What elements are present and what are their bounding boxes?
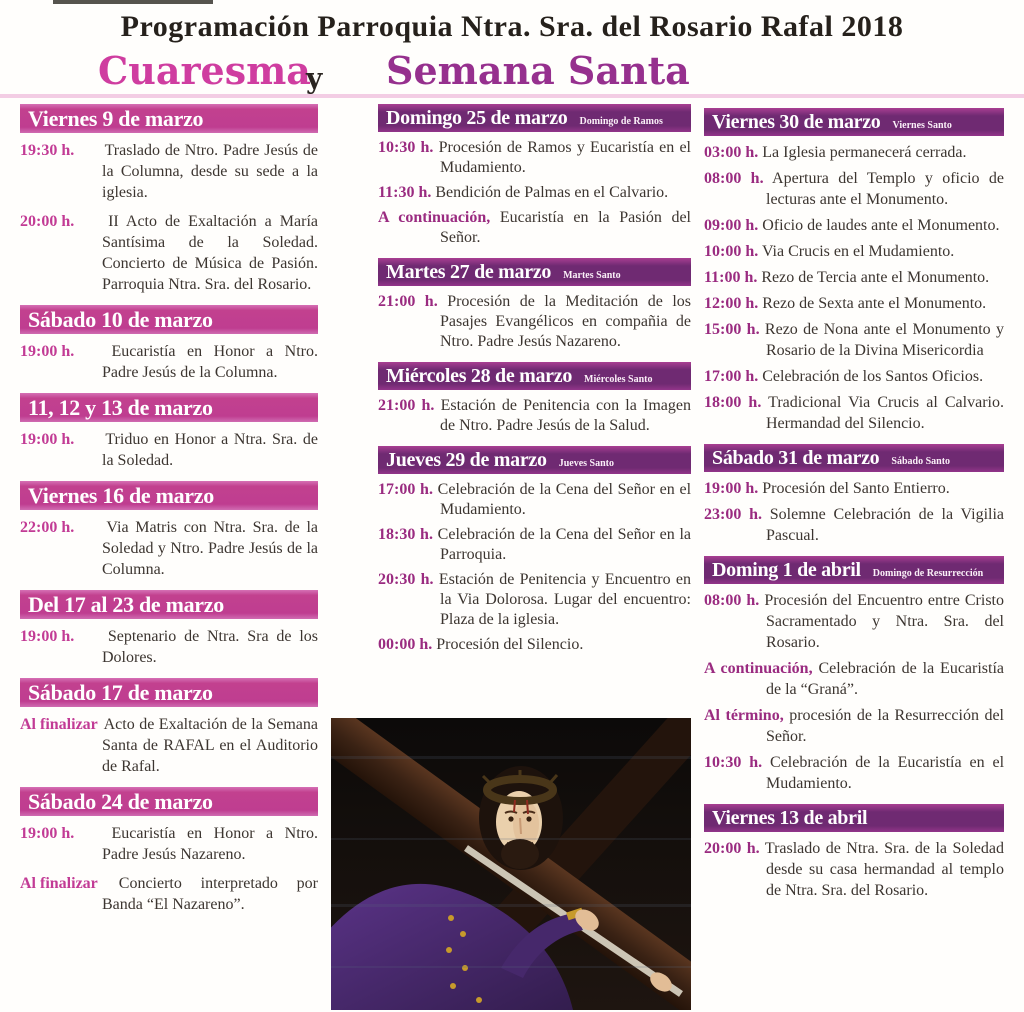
section-banner	[704, 556, 1004, 584]
schedule-entry	[704, 752, 1004, 794]
section-date: Jueves 29 de marzo	[386, 449, 547, 471]
schedule-entry	[704, 293, 1004, 314]
section-banner	[378, 104, 691, 132]
section-date: Viernes 9 de marzo	[28, 106, 204, 131]
column-semana-santa-1	[378, 104, 691, 665]
entry-time: A continuación,	[378, 209, 491, 226]
section-date: Sábado 31 de marzo	[712, 447, 880, 469]
entry-time: 00:00 h.	[378, 636, 433, 653]
section-banner	[20, 305, 318, 334]
schedule-section	[378, 446, 691, 655]
entry-text: Procesión del Santo Entierro.	[762, 480, 950, 497]
entry-time: 20:00 h.	[20, 213, 75, 230]
entry-text: Acto de Exaltación de la Semana Santa de RAFAL en el Auditorio de Rafal.	[102, 716, 318, 775]
section-banner	[20, 678, 318, 707]
nazareno-photo	[331, 718, 691, 1010]
schedule-entry	[704, 705, 1004, 747]
section-date: Doming 1 de abril	[712, 559, 861, 581]
schedule-entry	[378, 292, 691, 352]
entry-text: Celebración de la Cena del Señor en la Parroquia.	[437, 526, 692, 563]
schedule-entry	[704, 838, 1004, 901]
schedule-section	[704, 804, 1004, 901]
section-date: Viernes 13 de abril	[712, 807, 868, 829]
section-date: Sábado 24 de marzo	[28, 789, 213, 814]
section-liturgical-day: Domingo de Resurrección	[872, 568, 984, 579]
section-banner	[378, 446, 691, 474]
entry-text: Triduo en Honor a Ntra. Sra. de la Soledad.	[102, 431, 318, 469]
entry-text: Eucaristía en Honor a Ntro. Padre Jesús de la Columna.	[102, 343, 319, 381]
schedule-entry	[378, 208, 691, 248]
schedule-entry	[378, 570, 691, 630]
schedule-section	[704, 108, 1004, 434]
entry-time: 18:00 h.	[704, 394, 762, 411]
entry-time: 03:00 h.	[704, 144, 759, 161]
section-liturgical-day: Jueves Santo	[558, 458, 614, 469]
entry-text: Traslado de Ntro. Padre Jesús de la Columna, desde su sede a la iglesia.	[102, 142, 319, 201]
section-banner	[20, 787, 318, 816]
schedule-entry	[20, 211, 318, 295]
entry-time: 21:00 h.	[378, 293, 438, 310]
section-date: Viernes 30 de marzo	[712, 111, 881, 133]
schedule-entry	[704, 215, 1004, 236]
section-date: Viernes 16 de marzo	[28, 483, 214, 508]
section-date: 11, 12 y 13 de marzo	[28, 395, 213, 420]
schedule-entry	[378, 138, 691, 178]
schedule-entry	[20, 626, 318, 668]
entry-time: 23:00 h.	[704, 506, 762, 523]
section-banner	[20, 104, 318, 133]
column-semana-santa-2	[704, 108, 1004, 911]
entry-text: Rezo de Sexta ante el Monumento.	[762, 295, 987, 312]
schedule-entry	[378, 635, 691, 655]
schedule-section	[20, 787, 318, 915]
schedule-section	[378, 258, 691, 352]
schedule-entry	[20, 714, 318, 777]
entry-text: Via Crucis en el Mudamiento.	[761, 243, 955, 260]
entry-time: 19:30 h.	[20, 142, 75, 159]
entry-time: A continuación,	[704, 660, 813, 677]
entry-time: 15:00 h.	[704, 321, 760, 338]
section-banner	[704, 108, 1004, 136]
entry-time: Al término,	[704, 707, 784, 724]
entry-text: Concierto interpretado por Banda “El Nazareno”.	[102, 875, 319, 913]
section-liturgical-day: Sábado Santo	[891, 456, 951, 467]
entry-time: 20:00 h.	[704, 840, 760, 857]
section-banner	[20, 393, 318, 422]
entry-text: Celebración de la Eucaristía en el Mudamiento.	[766, 754, 1005, 792]
section-banner	[20, 481, 318, 510]
entry-time: 09:00 h.	[704, 217, 759, 234]
entry-time: 10:30 h.	[704, 754, 763, 771]
entry-time: 11:00 h.	[704, 269, 758, 286]
entry-text: Celebración de la Cena del Señor en el Mudamiento.	[437, 481, 692, 518]
entry-text: Via Matris con Ntra. Sra. de la Soledad y Ntro. Padre Jesús de la Columna.	[102, 519, 318, 578]
section-date: Miércoles 28 de marzo	[386, 365, 573, 387]
section-date: Sábado 17 de marzo	[28, 680, 213, 705]
schedule-entry	[378, 525, 691, 565]
subtitle-semana-santa: Semana Santa	[386, 48, 690, 93]
schedule-section	[20, 305, 318, 383]
scan-artifact-strip	[53, 0, 213, 4]
section-date: Domingo 25 de marzo	[386, 107, 568, 129]
page-title: Programación Parroquia Ntra. Sra. del Rosario Rafal 2018	[120, 10, 904, 43]
subtitle-cuaresma: Cuaresma	[98, 48, 311, 93]
entry-text: Eucaristía en la Pasión del Señor.	[440, 209, 691, 246]
schedule-entry	[704, 658, 1004, 700]
schedule-entry	[20, 873, 318, 915]
entry-text: Procesión del Encuentro entre Cristo Sacramentado y Ntra. Sra. del Rosario.	[764, 592, 1004, 651]
entry-text: Celebración de los Santos Oficios.	[762, 368, 984, 385]
schedule-section	[20, 481, 318, 580]
entry-text: Traslado de Ntra. Sra. de la Soledad desde su casa hermandad al templo de Ntra. Sra. del Rosario.	[764, 840, 1005, 899]
entry-time: 21:00 h.	[378, 397, 435, 414]
schedule-entry	[704, 590, 1004, 653]
entry-time: 19:00 h.	[20, 431, 75, 448]
nazareno-photo-art	[331, 718, 691, 1010]
schedule-entry	[704, 168, 1004, 210]
entry-time: 08:00 h.	[704, 170, 764, 187]
section-banner	[378, 258, 691, 286]
entry-time: 20:30 h.	[378, 571, 434, 588]
entry-time: 19:00 h.	[20, 628, 75, 645]
section-date: Martes 27 de marzo	[386, 261, 552, 283]
section-liturgical-day: Martes Santo	[563, 270, 621, 281]
entry-text: Estación de Penitencia y Encuentro en la Via Dolorosa. Lugar del encuentro: Plaza de la iglesia.	[438, 571, 691, 628]
entry-text: Procesión del Silencio.	[436, 636, 584, 653]
schedule-entry	[378, 183, 691, 203]
scan-artifact-pink-line	[0, 94, 1024, 98]
schedule-entry	[704, 392, 1004, 434]
entry-time: 18:30 h.	[378, 526, 433, 543]
entry-time: 10:30 h.	[378, 139, 434, 156]
schedule-entry	[20, 140, 318, 203]
subtitle-conjunction: y	[306, 62, 323, 95]
entry-text: procesión de la Resurrección del Señor.	[766, 707, 1004, 745]
schedule-entry	[20, 823, 318, 865]
section-date: Sábado 10 de marzo	[28, 307, 213, 332]
entry-text: Estación de Penitencia con la Imagen de Ntro. Padre Jesús de la Salud.	[440, 397, 691, 434]
entry-time: Al finalizar	[20, 875, 98, 892]
entry-text: Rezo de Tercia ante el Monumento.	[761, 269, 990, 286]
entry-text: II Acto de Exaltación a María Santísima de la Soledad. Concierto de Música de Pasión. Parroquia Ntra. Sra. del Rosario.	[102, 213, 319, 293]
schedule-entry	[20, 341, 318, 383]
schedule-section	[20, 104, 318, 295]
schedule-entry	[704, 504, 1004, 546]
schedule-entry	[378, 396, 691, 436]
schedule-section	[378, 362, 691, 436]
entry-time: 11:30 h.	[378, 184, 432, 201]
entry-text: Procesión de la Meditación de los Pasajes Evangélicos en compañia de Ntro. Padre Jesús Nazareno.	[440, 293, 692, 350]
entry-time: 08:00 h.	[704, 592, 760, 609]
entry-time: 17:00 h.	[704, 368, 759, 385]
schedule-entry	[704, 478, 1004, 499]
schedule-entry	[704, 267, 1004, 288]
entry-time: Al finalizar	[20, 716, 98, 733]
entry-time: 19:00 h.	[20, 825, 75, 842]
entry-text: La Iglesia permanecerá cerrada.	[762, 144, 967, 161]
entry-text: Celebración de la Eucaristía de la “Graná”.	[766, 660, 1005, 698]
entry-text: Rezo de Nona ante el Monumento y Rosario de la Divina Misericordia	[764, 321, 1005, 359]
schedule-section	[704, 444, 1004, 546]
schedule-section	[20, 590, 318, 668]
entry-time: 19:00 h.	[704, 480, 759, 497]
schedule-entry	[704, 241, 1004, 262]
entry-time: 10:00 h.	[704, 243, 759, 260]
schedule-entry	[704, 366, 1004, 387]
entry-text: Solemne Celebración de la Vigilia Pascual.	[766, 506, 1004, 544]
entry-text: Bendición de Palmas en el Calvario.	[435, 184, 669, 201]
entry-text: Apertura del Templo y oficio de lecturas ante el Monumento.	[766, 170, 1004, 208]
section-liturgical-day: Miércoles Santo	[584, 374, 653, 385]
schedule-entry	[704, 142, 1004, 163]
schedule-section	[20, 393, 318, 471]
section-banner	[378, 362, 691, 390]
entry-time: 19:00 h.	[20, 343, 75, 360]
schedule-entry	[378, 480, 691, 520]
section-banner	[704, 444, 1004, 472]
entry-text: Tradicional Via Crucis al Calvario. Hermandad del Silencio.	[766, 394, 1004, 432]
schedule-section	[704, 556, 1004, 794]
schedule-entry	[704, 319, 1004, 361]
section-liturgical-day: Domingo de Ramos	[579, 116, 663, 127]
entry-time: 17:00 h.	[378, 481, 433, 498]
section-date: Del 17 al 23 de marzo	[28, 592, 224, 617]
schedule-section	[20, 678, 318, 777]
entry-text: Oficio de laudes ante el Monumento.	[762, 217, 1000, 234]
schedule-entry	[20, 517, 318, 580]
column-cuaresma	[20, 104, 318, 925]
entry-time: 22:00 h.	[20, 519, 75, 536]
schedule-section	[378, 104, 691, 248]
section-liturgical-day: Viernes Santo	[892, 120, 952, 131]
section-banner	[20, 590, 318, 619]
schedule-entry	[20, 429, 318, 471]
section-banner	[704, 804, 1004, 832]
entry-time: 12:00 h.	[704, 295, 759, 312]
entry-text: Septenario de Ntra. Sra de los Dolores.	[102, 628, 318, 666]
entry-text: Procesión de Ramos y Eucaristía en el Mudamiento.	[438, 139, 691, 176]
entry-text: Eucaristía en Honor a Ntro. Padre Jesús Nazareno.	[102, 825, 319, 863]
